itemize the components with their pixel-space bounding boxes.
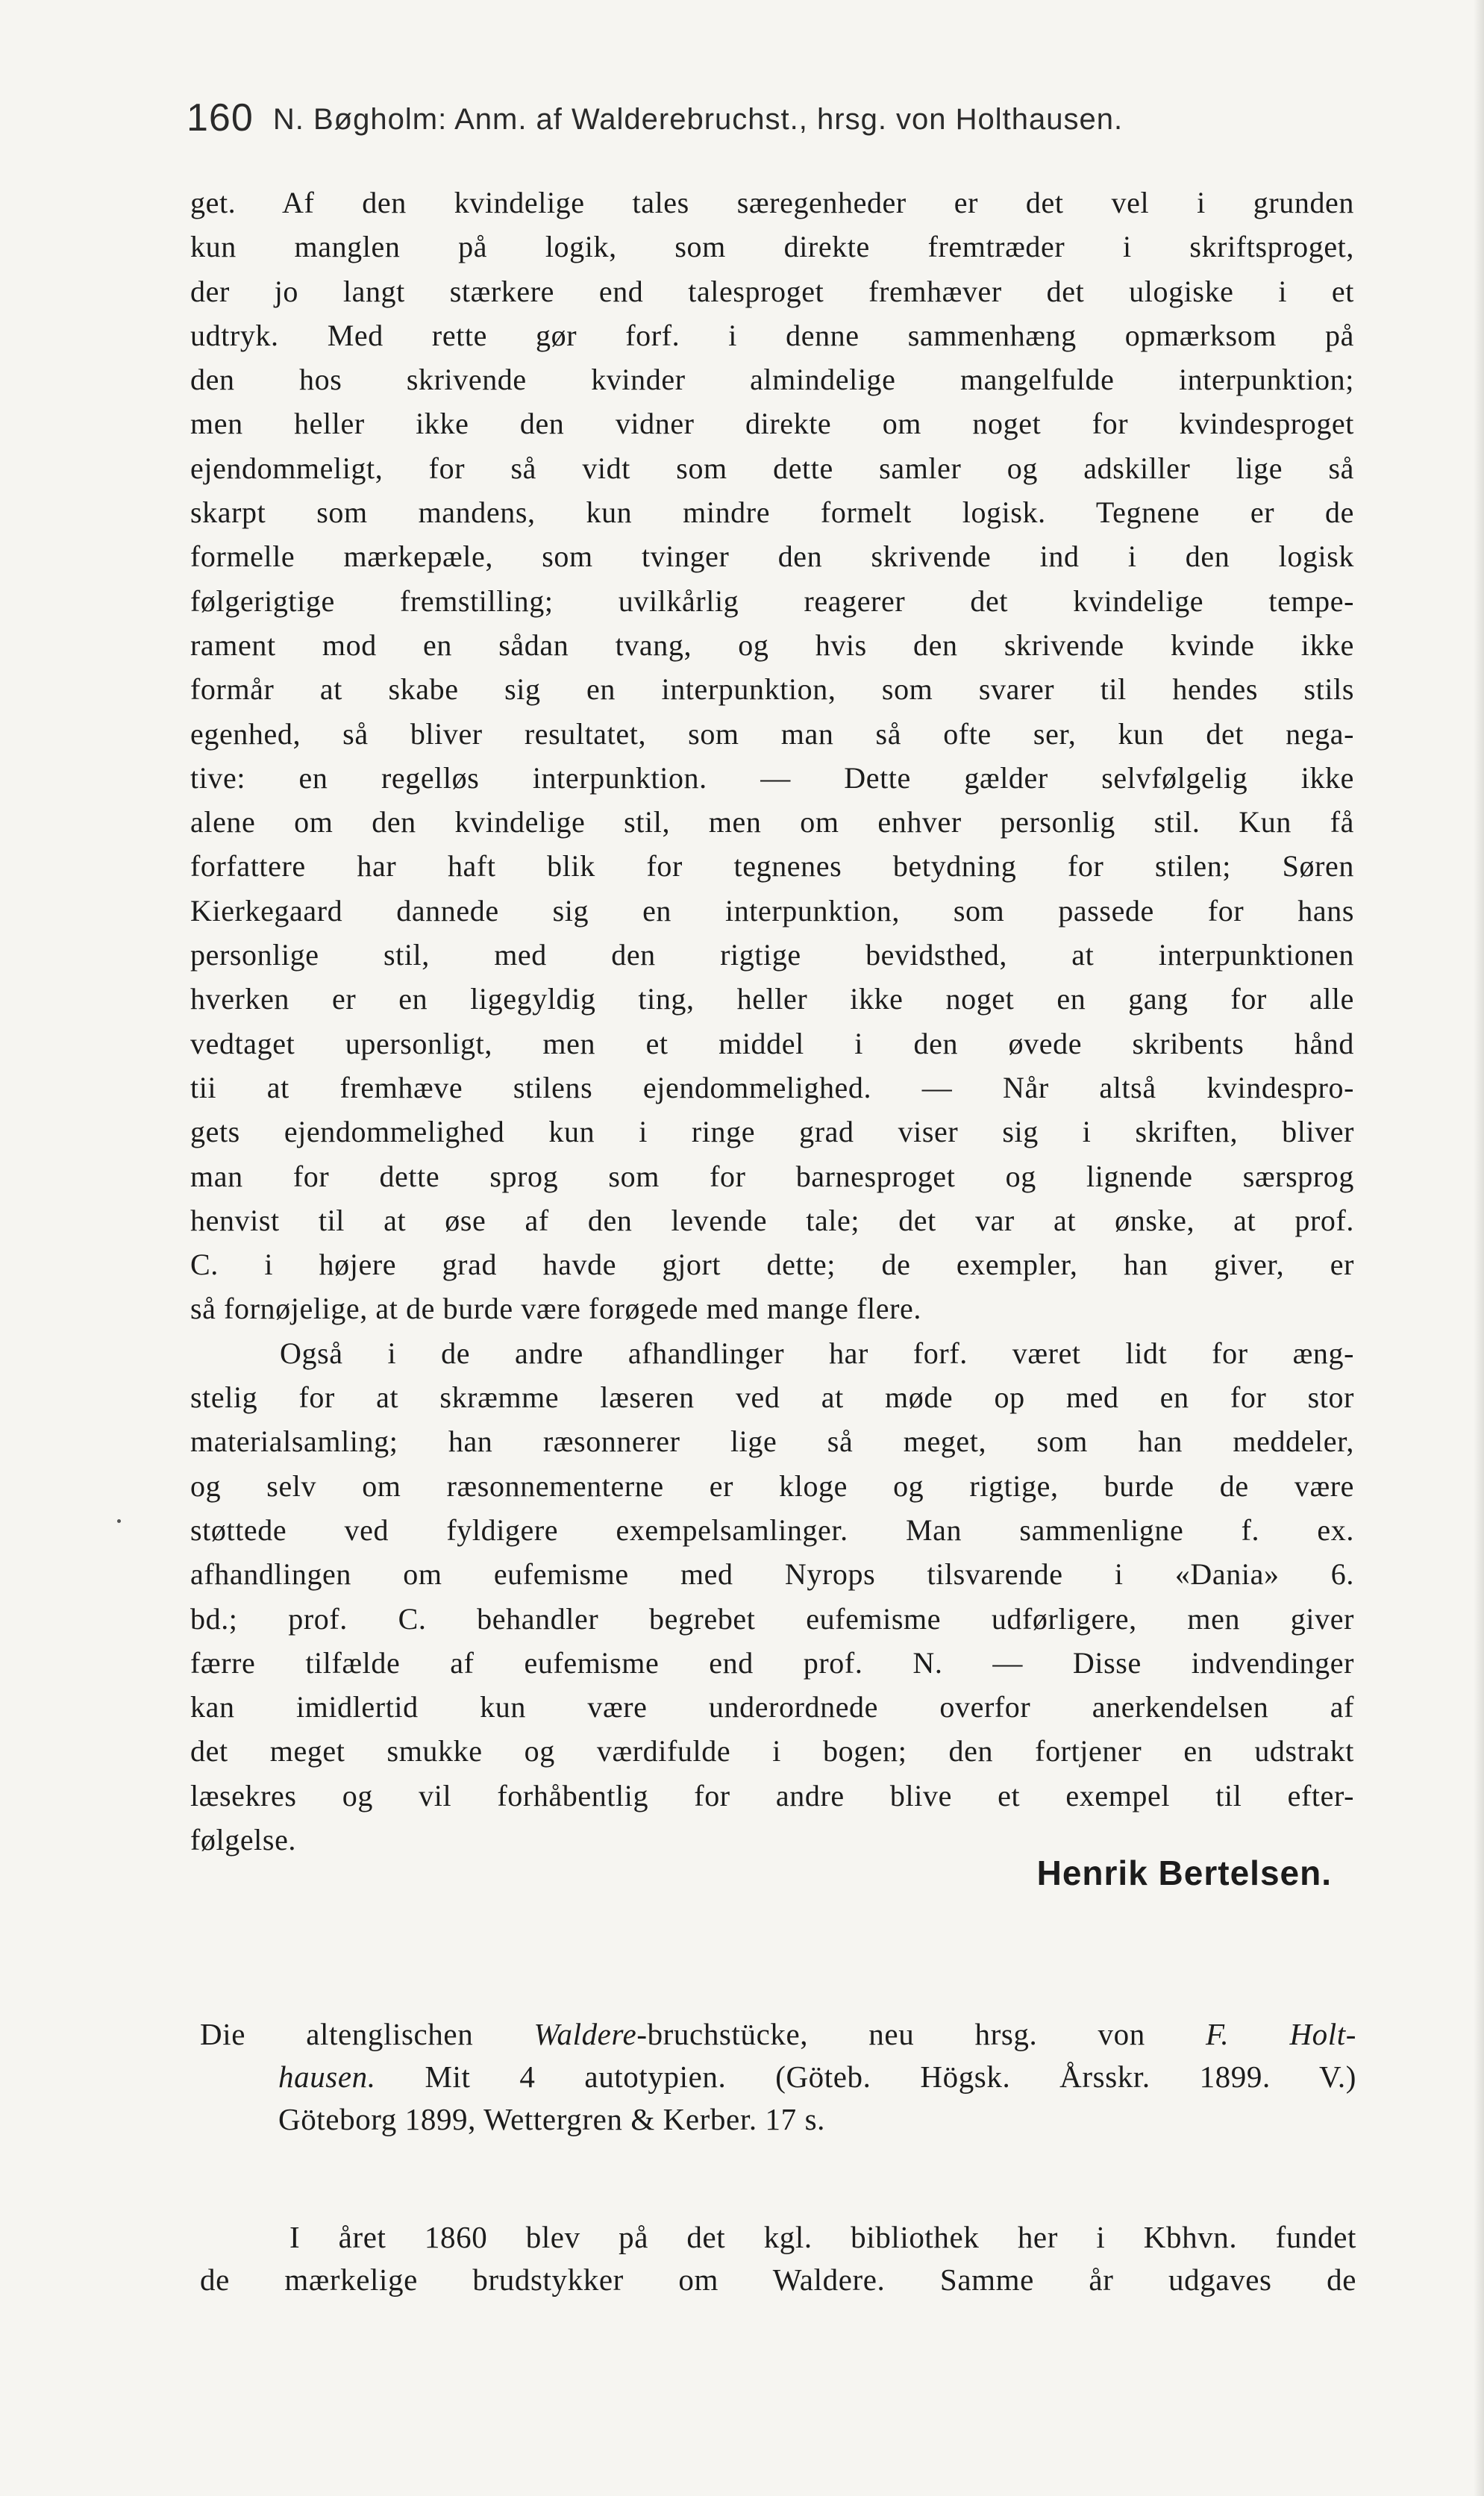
reviewer-signature: Henrik Bertelsen. [1036,1854,1332,1892]
text-line: personlige stil, med den rigtige bevidsthed, at interpunktionen [190,938,1354,972]
text-line: ejendommeligt, for så vidt som dette samler og adskiller lige så [190,451,1354,485]
text-line: formår at skabe sig en interpunktion, som svarer til hendes stils [190,672,1354,707]
print-speck [117,1519,121,1523]
entry-line [200,2056,1356,2098]
text-line: de mærkelige brudstykker om Waldere. Samme år udgaves de [200,2262,1356,2297]
text-line: forfattere har haft blik for tegnenes betydning for stilen; Søren [190,849,1354,883]
text-line: men heller ikke den vidner direkte om noget for kvindesproget [190,407,1354,441]
entry-text: Mit 4 autotypien. (Göteb. Högsk. Årsskr. 1899. V.) [375,2059,1356,2094]
text-line: den hos skrivende kvinder almindelige mangelfulde interpunktion; [190,363,1354,397]
editor-name: F. Holt- [1206,2017,1356,2051]
text-line: så fornøjelige, at de burde være forøgede med mange flere. [190,1292,921,1326]
text-line: kan imidlertid kun være underordnede overfor anerkendelsen af [190,1690,1354,1724]
entry-line [200,2013,1356,2056]
text-line: rament mod en sådan tvang, og hvis den skrivende kvinde ikke [190,628,1354,662]
text-line: egenhed, så bliver resultatet, som man så ofte ser, kun det nega- [190,716,1354,751]
editor-name-continued: hausen. [278,2059,376,2094]
text-line: læsekres og vil forhåbentlig for andre blive et exempel til efter- [190,1778,1354,1812]
text-line: materialsamling; han ræsonnerer lige så meget, som han meddeler, [190,1424,1354,1459]
paragraph-first-line: Også i de andre afhandlinger har forf. været lidt for æng- [280,1336,1354,1370]
text-line: hverken er en ligegyldig ting, heller ikke noget en gang for alle [190,982,1354,1016]
text-line: tive: en regelløs interpunktion. — Dette gælder selvfølgelig ikke [190,760,1354,795]
text-line: følgelse. [190,1822,297,1857]
text-line: stelig for at skræmme læseren ved at møde op med en for stor [190,1380,1354,1415]
new-review-text [200,2216,1356,2301]
text-line: kun manglen på logik, som direkte fremtræder i skriftsproget, [190,230,1354,264]
text-line: alene om den kvindelige stil, men om enhver personlig stil. Kun få [190,805,1354,839]
text-line: støttede ved fyldigere exempelsamlinger. Man sammenligne f. ex. [190,1513,1354,1547]
text-line: der jo langt stærkere end talesproget fremhæver det ulogiske i et [190,274,1354,308]
running-head [187,96,1350,148]
text-line: formelle mærkepæle, som tvinger den skrivende ind i den logisk [190,539,1354,574]
text-line: gets ejendommelighed kun i ringe grad viser sig i skriften, bliver [190,1115,1354,1149]
bibliographic-entry [200,2013,1356,2141]
text-line: og selv om ræsonnementerne er kloge og rigtige, burde de være [190,1468,1354,1503]
text-line: afhandlingen om eufemisme med Nyrops tilsvarende i «Dania» 6. [190,1557,1354,1592]
text-line: udtryk. Med rette gør forf. i denne sammenhæng opmærksom på [190,318,1354,352]
text-line: følgerigtige fremstilling; uvilkårlig reagerer det kvindelige tempe- [190,584,1354,618]
text-line: Kierkegaard dannede sig en interpunktion, som passede for hans [190,893,1354,928]
text-line: get. Af den kvindelige tales særegenheder er det vel i grunden [190,186,1354,219]
page-edge-shadow [1474,0,1484,2496]
text-line: man for dette sprog som for barnesproget og lignende særsprog [190,1159,1354,1193]
text-line: færre tilfælde af eufemisme end prof. N. — Disse indvendinger [190,1645,1354,1680]
entry-text: Die altenglischen [200,2017,534,2051]
text-line: skarpt som mandens, kun mindre formelt logisk. Tegnene er de [190,495,1354,530]
running-title: N. Bøgholm: Anm. af Walderebruchst., hrsg. von Holthausen. [272,103,1124,136]
paragraph-first-line: I året 1860 blev på det kgl. bibliothek her i Kbhvn. fundet [289,2220,1356,2254]
review-text [190,181,1354,1862]
entry-line: Göteborg 1899, Wettergren & Kerber. 17 s. [278,2102,825,2136]
page-number: 160 [187,96,254,140]
text-line: det meget smukke og værdifulde i bogen; den fortjener en udstrakt [190,1734,1354,1768]
entry-text: -bruchstücke, neu hrsg. von [636,2017,1206,2051]
text-line: tii at fremhæve stilens ejendommelighed. — Når altså kvindespro- [190,1070,1354,1104]
text-line: vedtaget upersonligt, men et middel i den øvede skribents hånd [190,1026,1354,1060]
work-title: Waldere [533,2017,637,2051]
text-line: C. i højere grad havde gjort dette; de exempler, han giver, er [190,1248,1354,1282]
text-line: henvist til at øse af den levende tale; det var at ønske, at prof. [190,1203,1354,1237]
text-line: bd.; prof. C. behandler begrebet eufemisme udførligere, men giver [190,1601,1354,1636]
